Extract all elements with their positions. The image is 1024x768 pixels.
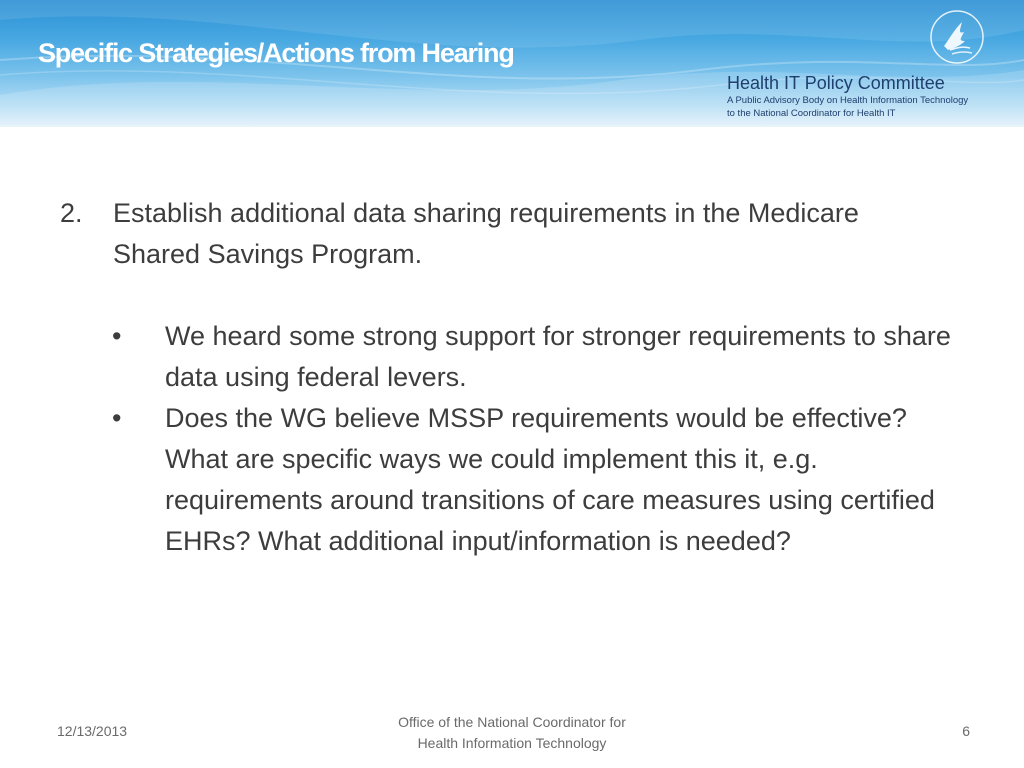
footer-office-line1: Office of the National Coordinator for (398, 714, 626, 730)
hhs-eagle-icon (928, 8, 986, 66)
numbered-item (60, 193, 920, 275)
footer-date: 12/13/2013 (57, 723, 128, 739)
bullet-text: Does the WG believe MSSP requirements would be effective? What are specific ways we could implement this it, e.g. requirements around transitions of care measures using certified EHRs? What additional input/information is needed? (165, 403, 935, 556)
item-number: 2. (60, 198, 83, 228)
bullet-item (112, 316, 975, 398)
bullet-marker: • (112, 321, 122, 351)
footer-office-line2: Health Information Technology (417, 735, 607, 751)
footer-office (312, 712, 712, 754)
slide-header-banner (0, 0, 1024, 127)
organization-tagline-line1: A Public Advisory Body on Health Information Technology (727, 95, 969, 106)
organization-tagline-line2: to the National Coordinator for Health IT (727, 108, 896, 119)
bullet-marker: • (112, 403, 122, 433)
slide-title: Specific Strategies/Actions from Hearing (38, 38, 514, 68)
item-text: Establish additional data sharing requirements in the Medicare Shared Savings Program. (113, 198, 859, 269)
bullet-item (112, 398, 975, 562)
bullet-text: We heard some strong support for stronger requirements to share data using federal levers. (165, 321, 951, 392)
bullet-list (0, 316, 1024, 562)
organization-name: Health IT Policy Committee (727, 73, 945, 93)
page-number: 6 (962, 723, 970, 739)
